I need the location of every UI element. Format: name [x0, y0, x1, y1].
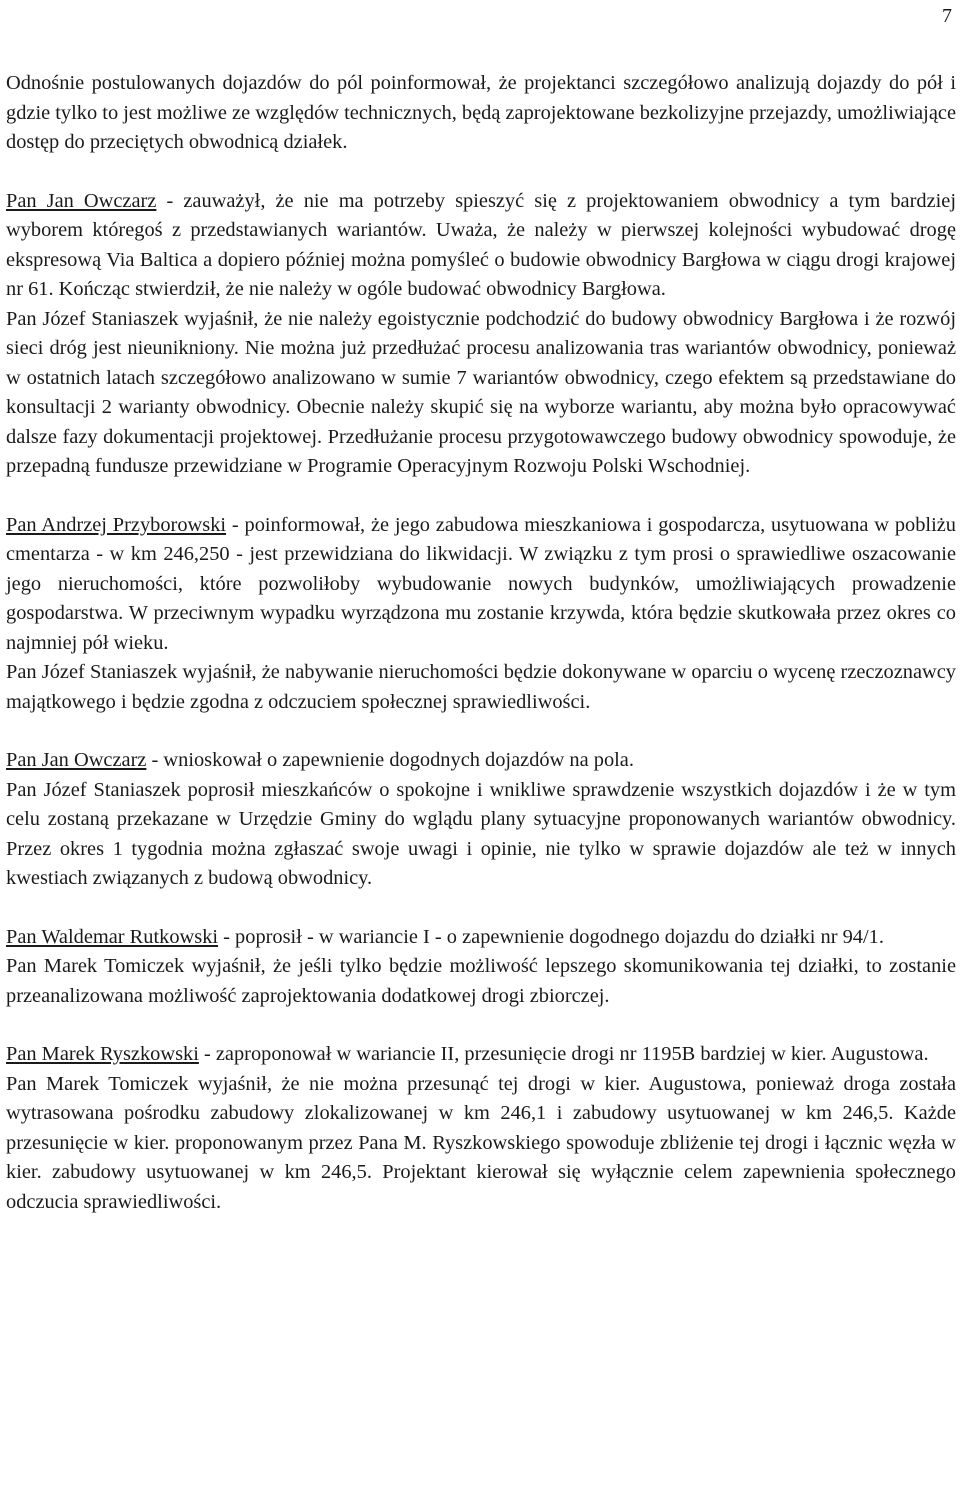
paragraph-text: Pan Józef Staniaszek wyjaśnił, że nie należy egoistycznie podchodzić do budowy obwodnicy Bargłowa i że rozwój sieci dróg jest nieunikniony. Nie można już przedłużać procesu analizowania tras wariantów obwodnicy, ponieważ w ostatnich latach szczegółowo analizowano w sumie 7 wariantów obwodnicy, czego efektem są przedstawiane do konsultacji 2 warianty obwodnicy. Obecnie należy skupić się na wyborze wariantu, aby można było opracowywać dalsze fazy dokumentacji projektowej. Przedłużanie procesu przygotowawczego budowy obwodnicy spowoduje, że przepadną fundusze przewidziane w Programie Operacyjnym Rozwoju Polski Wschodniej.: [6, 307, 956, 477]
speaker-name: Pan Marek Ryszkowski: [6, 1043, 199, 1065]
paragraph-rutkowski: [6, 923, 956, 953]
paragraph-tomiczek-2: [6, 1070, 956, 1218]
paragraph-text: - poinformował, że jego zabudowa mieszkaniowa i gospodarcza, usytuowana w pobliżu cmentarza - w km 246,250 - jest przewidziana do likwidacji. W związku z tym prosi o sprawiedliwe oszacowanie jego nieruchomości, które pozwoliłoby wybudowanie nowych budynków, umożliwiających prowadzenie gospodarstwa. W przeciwnym wypadku wyrządzona mu zostanie krzywda, która będzie skutkowała przez okres co najmniej pół wieku.: [6, 513, 956, 654]
page-number: 7: [942, 5, 952, 27]
paragraph-text: - zaproponował w wariancie II, przesunięcie drogi nr 1195B bardziej w kier. Augustowa.: [198, 1043, 929, 1065]
paragraph-tomiczek-1: [6, 952, 956, 1011]
paragraph-przyborowski: [6, 511, 956, 659]
paragraph-ryszkowski: [6, 1040, 956, 1070]
paragraph-text: - zauważył, że nie ma potrzeby spieszyć się z projektowaniem obwodnicy a tym bardziej wyborem któregoś z przedstawianych wariantów. Uważa, że należy w pierwszej kolejności wybudować drogę ekspresową Via Baltica a dopiero później można pomyśleć o budowie obwodnicy Bargłowa w ciągu drogi krajowej nr 61. Kończąc stwierdził, że nie należy w ogóle budować obwodnicy Bargłowa.: [6, 189, 957, 300]
document-body: [6, 69, 956, 1217]
speaker-name: Pan Jan Owczarz: [6, 189, 157, 212]
paragraph-text: - poprosił - w wariancie I - o zapewnienie dogodnego dojazdu do działki nr 94/1.: [218, 925, 884, 948]
paragraph-text: Pan Józef Staniaszek wyjaśnił, że nabywanie nieruchomości będzie dokonywane w oparciu o wycenę rzeczoznawcy majątkowego i będzie zgodna z odczuciem społecznej sprawiedliwości.: [6, 661, 956, 713]
paragraph-field-access: [6, 69, 956, 158]
paragraph-text: Pan Marek Tomiczek wyjaśnił, że nie można przesunąć tej drogi w kier. Augustowa, ponieważ droga została wytrasowana pośrodku zabudowy zlokalizowanej w km 246,1 i zabudowy usytuowanej w km 246,5. Każde przesunięcie w kier. proponowanym przez Pana M. Ryszkowskiego spowoduje zbliżenie tej drogi i łącznic węzła w kier. zabudowy usytuowanej w km 246,5. Projektant kierował się wyłącznie celem zapewnienia społecznego odczucia sprawiedliwości.: [6, 1072, 956, 1213]
speaker-name: Pan Andrzej Przyborowski: [6, 513, 227, 536]
paragraph-staniaszek-3: [6, 776, 956, 894]
paragraph-text: - wnioskował o zapewnienie dogodnych dojazdów na pola.: [146, 749, 634, 771]
paragraph-text: Odnośnie postulowanych dojazdów do pól poinformował, że projektanci szczegółowo analizują dojazdy do pół i gdzie tylko to jest możliwe ze względów technicznych, będą zaprojektowane bezkolizyjne przejazdy, umożliwiające dostęp do przeciętych obwodnicą działek.: [6, 72, 956, 153]
paragraph-staniaszek-2: [6, 658, 956, 717]
paragraph-staniaszek-1: [6, 305, 956, 482]
paragraph-text: Pan Józef Staniaszek poprosił mieszkańców o spokojne i wnikliwe sprawdzenie wszystkich dojazdów i że w tym celu zostaną przekazane w Urzędzie Gminy do wglądu plany sytuacyjne proponowanych wariantów obwodnicy. Przez okres 1 tygodnia można zgłaszać swoje uwagi i opinie, nie tylko w sprawie dojazdów ale też w innych kwestiach związanych z budową obwodnicy.: [6, 778, 956, 889]
paragraph-owczarz-1: [6, 187, 956, 305]
speaker-name: Pan Waldemar Rutkowski: [6, 925, 219, 948]
speaker-name: Pan Jan Owczarz: [6, 749, 147, 771]
paragraph-owczarz-2: [6, 746, 956, 776]
paragraph-text: Pan Marek Tomiczek wyjaśnił, że jeśli tylko będzie możliwość lepszego skomunikowania tej działki, to zostanie przeanalizowana możliwość zaprojektowania dodatkowej drogi zbiorczej.: [6, 955, 956, 1007]
